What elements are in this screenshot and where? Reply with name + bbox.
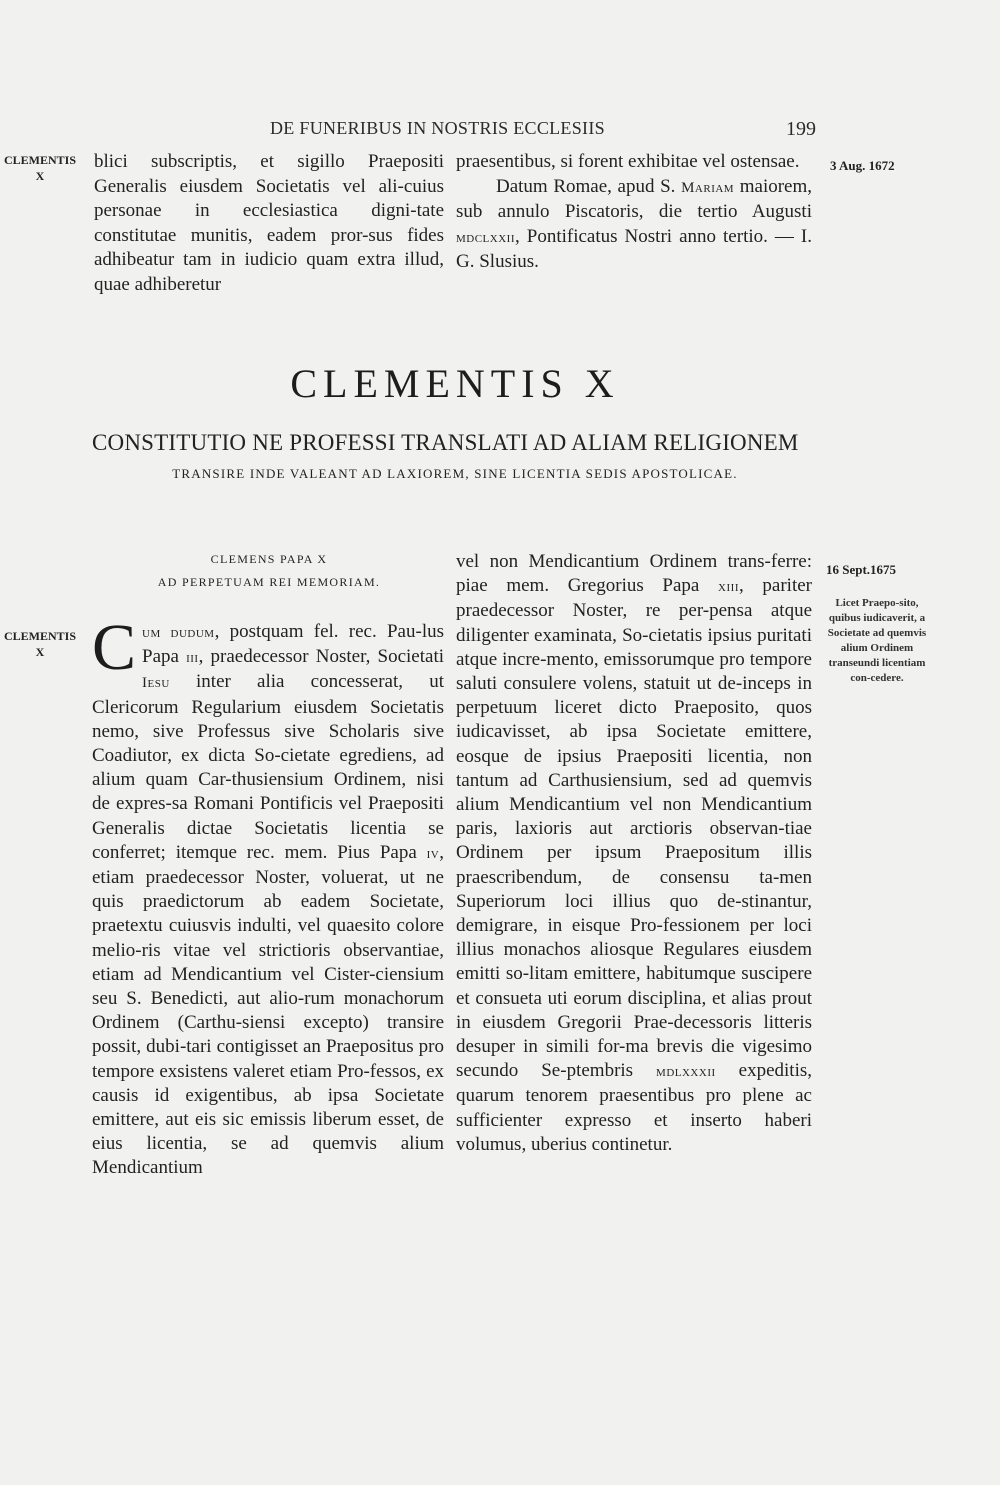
- left-sc4: iv: [426, 845, 440, 862]
- margin-pope-top-line2: X: [35, 169, 45, 183]
- left-p3: inter alia concesserat, ut Clericorum Regularium eiusdem Societatis nemo, sive Professus sive Scholaris sive Coadiutor, ex dicta So-cietate egrediens, ad alium quam Car-thusiensium Ordinem, nisi de expres-sa Romani Pontificis vel Praepositi Generalis dictae Societatis licentia se conferret; itemque rec. mem. Pius Papa: [92, 671, 444, 863]
- margin-pope-top: [0, 152, 80, 184]
- dropcap: C: [92, 611, 137, 684]
- margin-pope-body-line1: CLEMENTIS: [3, 629, 77, 643]
- margin-date-top: 3 Aug. 1672: [830, 158, 895, 173]
- dating-sc1: Mariam: [681, 179, 735, 196]
- document-subtitle: CONSTITUTIO NE PROFESSI TRANSLATI AD ALIAM RELIGIONEM: [92, 430, 799, 455]
- margin-pope-top-line1: CLEMENTIS: [3, 153, 77, 167]
- left-p1: , postquam fel. rec. Pau-lus Papa: [142, 621, 444, 668]
- body-left-column: [92, 611, 445, 1181]
- right-p1: vel non Mendicantium Ordinem trans-ferre: piae mem. Gregorius Papa: [456, 551, 812, 597]
- left-p2: , praedecessor Noster, Societati: [198, 646, 445, 668]
- right-sc1: xiii: [718, 579, 739, 596]
- incipit-line2: AD PERPETUAM REI MEMORIAM.: [157, 575, 381, 589]
- margin-summary: Licet Praepo-sito, quibus iudicaverit, a Societate ad quemvis alium Ordinem transeundi licentiam con-cedere.: [827, 597, 927, 684]
- running-title: DE FUNERIBUS IN NOSTRIS ECCLESIIS: [270, 118, 605, 138]
- left-sc1: um dudum: [142, 625, 215, 641]
- body-right-column: [456, 550, 812, 1157]
- dating-clause: [456, 175, 812, 275]
- right-sc2: mdlxxxii: [656, 1064, 716, 1081]
- dating-pre: Datum Romae, apud S.: [496, 175, 682, 197]
- right-p3: expeditis, quarum tenorem praesentibus pro plene ac sufficienter expresso et inserto haberi volumus, uberius continetur.: [456, 1060, 812, 1155]
- body-right-text: [456, 550, 812, 1157]
- incipit-line1: CLEMENS PAPA X: [210, 552, 328, 566]
- top-right-column: [456, 150, 812, 275]
- dating-post: , Pontificatus Nostri anno tertio. — I. G. Slusius.: [456, 225, 812, 272]
- top-right-text1: praesentibus, si forent exhibitae vel ostensae.: [456, 151, 800, 172]
- document-title: CLEMENTIS X: [290, 361, 620, 406]
- top-left-text: blici subscriptis, et sigillo Praepositi Generalis eiusdem Societatis vel ali-cuius personae in ecclesiastica digni-tate constitutae munitis, eadem pror-sus fides adhibeatur tam in iudicio quam extra illud, quae adhiberetur: [94, 151, 444, 295]
- left-sc2: iii: [186, 650, 199, 667]
- top-left-column: [94, 150, 444, 297]
- page-number: 199: [786, 118, 816, 140]
- right-p2: , pariter praedecessor Noster, re per-pensa atque diligenter examinata, So-cietatis ipsius puritati atque incre-mento, emissorumque pro tempore saluti consulere volens, statuit ut de-inceps in perpetuum liceret dicto Praeposito, quos iudicavisset, ab ipsa Societate emittere, eosque de ipsius Praepositi licentia, non tantum ad Carthusiensium, sed ad quemvis alium Mendicantium vel non Mendicantium paris, laxioris aut arctioris observan-tiae Ordinem per ipsum Praepositum illis praescribendum, de consensu ta-men Superiorum loci illius quo de-stinantur, demigrare, in eisque Pro-fessionem per loci illius monachos aliosque Regulares eiusdem emitti so-litam emittere, habitumque suscipere et consueta uti eorum disciplina, et alias prout in eiusdem Gregorii Prae-decessoris litteris desuper in simili for-ma brevis die vigesimo secundo Se-ptembris: [456, 575, 812, 1082]
- dating-mid: maiorem, sub annulo Piscatoris, die tertio Augusti: [456, 175, 813, 222]
- margin-date-body: 16 Sept.1675: [826, 562, 897, 577]
- margin-pope-body: [0, 628, 80, 660]
- left-sc3: Iesu: [142, 675, 170, 692]
- body-left-text: [92, 611, 445, 1181]
- margin-pope-body-line2: X: [35, 645, 45, 659]
- document-subtitle2: TRANSIRE INDE VALEANT AD LAXIOREM, SINE LICENTIA SEDIS APOSTOLICAE.: [172, 466, 738, 481]
- left-p4: , etiam praedecessor Noster, voluerat, ut ne quis praedictorum ab eadem Societate, praetextu cuiusvis indulti, vel quaesito colore melio-ris vitae vel strictioris observantiae, etiam ad Mendicantium vel Cister-ciensium seu S. Benedicti, aut alio-rum monachorum Ordinem (Carthu-siensi excepto) transire possit, dubi-tari contigisset an Praepositus pro tempore exsistens valeret etiam Pro-fessos, ex causis id exigentibus, ab ipsa Societate emittere, aut eis sic emissis liberum esset, de eius licentia, se ad quemvis alium Mendicantium: [92, 841, 444, 1179]
- dating-sc2: mdclxxii: [456, 229, 515, 246]
